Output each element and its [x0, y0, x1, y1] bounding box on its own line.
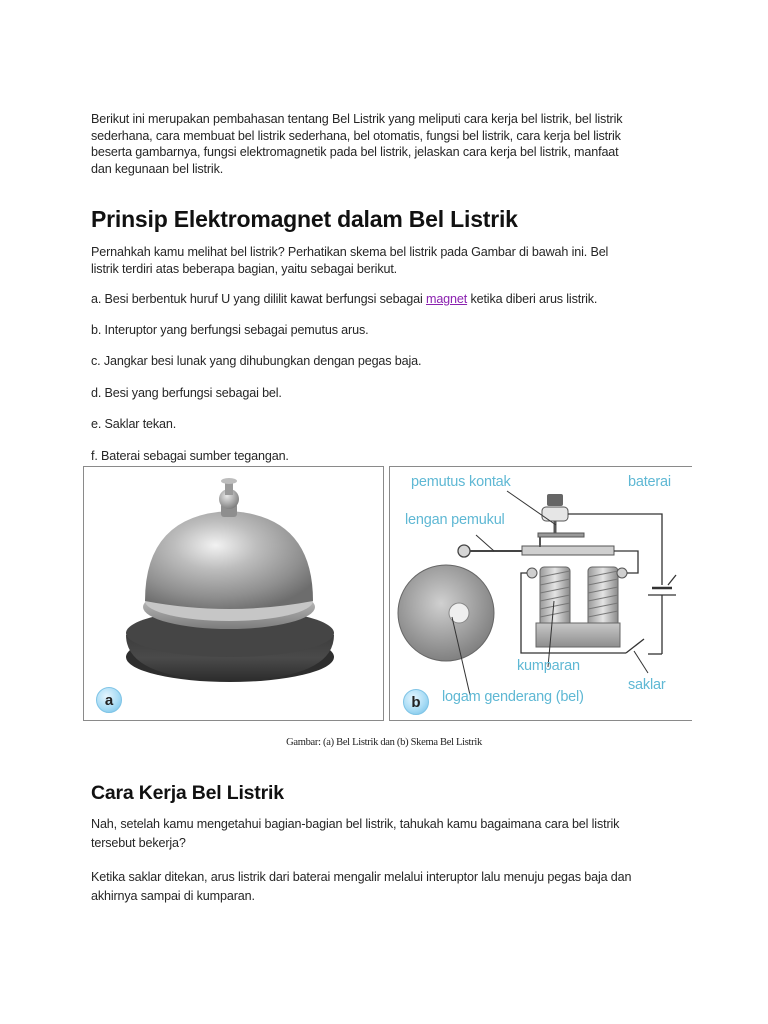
- list-item-c: c. Jangkar besi lunak yang dihubungkan dengan pegas baja.: [91, 354, 422, 368]
- section2-paragraph-2: [91, 868, 631, 906]
- list-item-a-text-end: ketika diberi arus listrik.: [467, 292, 598, 306]
- section2-paragraph-1: [91, 815, 619, 853]
- section2-p2-line: Ketika saklar ditekan, arus listrik dari baterai mengalir melalui interuptor lalu menuju pegas baja dan: [91, 870, 632, 884]
- section-heading-prinsip: Prinsip Elektromagnet dalam Bel Listrik: [91, 206, 518, 232]
- figure-panel-b: [389, 466, 692, 721]
- panel-a-badge: a: [96, 687, 122, 713]
- label-kumparan: kumparan: [517, 658, 580, 674]
- list-item-a: [91, 291, 597, 308]
- desk-bell-image: [84, 467, 383, 720]
- intro-line: Berikut ini merupakan pembahasan tentang Bel Listrik yang meliputi cara kerja bel listrik, bel listrik: [91, 112, 623, 126]
- section-heading-cara-kerja: Cara Kerja Bel Listrik: [91, 782, 284, 804]
- intro-line: sederhana, cara membuat bel listrik sederhana, bel otomatis, fungsi bel listrik, cara kerja bel listrik: [91, 128, 621, 143]
- label-pemutus-kontak: pemutus kontak: [411, 474, 511, 490]
- list-item-e: e. Saklar tekan.: [91, 417, 177, 431]
- label-logam-genderang: logam genderang (bel): [442, 689, 584, 705]
- label-saklar: saklar: [628, 677, 666, 693]
- section2-p2-line: akhirnya sampai di kumparan.: [91, 889, 255, 903]
- figure-panel-a: [83, 466, 384, 721]
- list-item-b: b. Interuptor yang berfungsi sebagai pemutus arus.: [91, 323, 369, 337]
- intro-line: beserta gambarnya, fungsi elektromagnetik pada bel listrik, jelaskan cara kerja bel listrik, manfaat: [91, 145, 619, 159]
- list-item-f: f. Baterai sebagai sumber tegangan.: [91, 449, 289, 463]
- section1-intro: [91, 244, 608, 277]
- list-item-a-text: a. Besi berbentuk huruf U yang dililit kawat berfungsi sebagai: [91, 292, 426, 306]
- section2-p1-line: tersebut bekerja?: [91, 836, 186, 850]
- section1-intro-line: listrik terdiri atas beberapa bagian, yaitu sebagai berikut.: [91, 261, 398, 276]
- label-lengan-pemukul: lengan pemukul: [405, 512, 505, 528]
- figure-caption: Gambar: (a) Bel Listrik dan (b) Skema Bel Listrik: [286, 737, 482, 748]
- section1-intro-line: Pernahkah kamu melihat bel listrik? Perhatikan skema bel listrik pada Gambar di bawah ini. Bel: [91, 245, 609, 259]
- intro-line: dan kegunaan bel listrik.: [91, 161, 224, 176]
- list-item-d: d. Besi yang berfungsi sebagai bel.: [91, 386, 282, 400]
- section2-p1-line: Nah, setelah kamu mengetahui bagian-bagian bel listrik, tahukah kamu bagaimana cara bel listrik: [91, 817, 620, 831]
- panel-b-badge: b: [403, 689, 429, 715]
- label-baterai: baterai: [628, 474, 671, 490]
- intro-paragraph: [91, 111, 622, 177]
- magnet-link[interactable]: magnet: [425, 292, 468, 306]
